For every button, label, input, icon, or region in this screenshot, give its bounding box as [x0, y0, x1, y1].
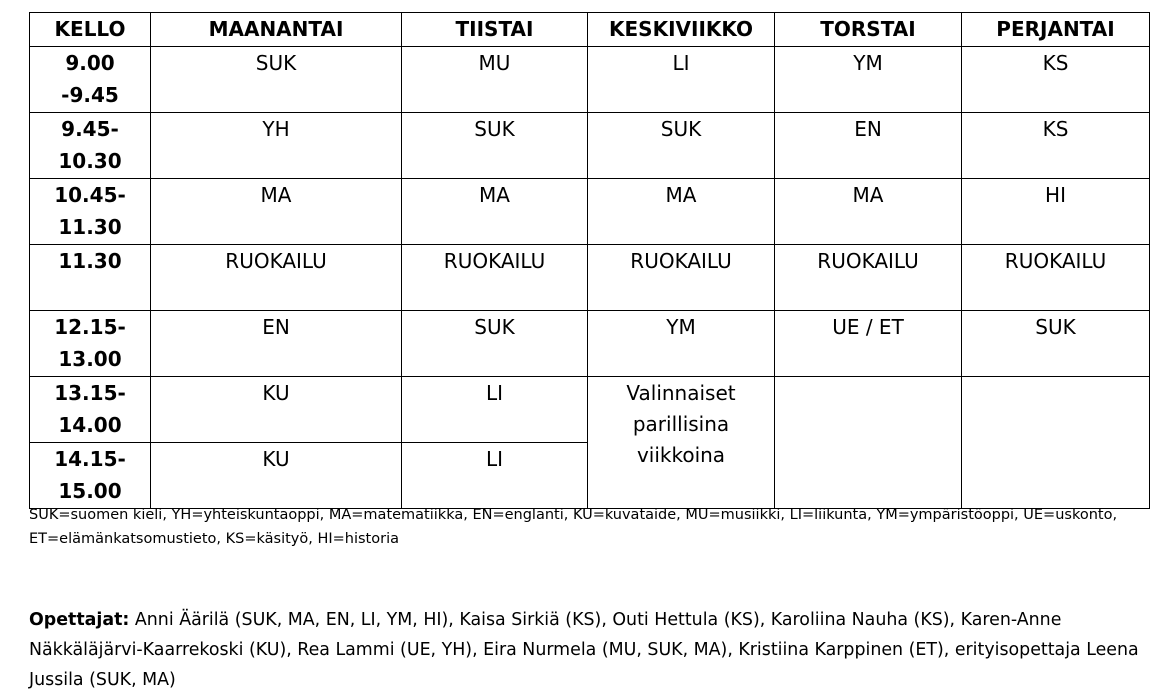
lesson-cell: MA	[151, 179, 402, 245]
lesson-cell: MU	[402, 47, 588, 113]
lesson-cell: RUOKAILU	[588, 245, 775, 311]
lesson-cell: KS	[962, 113, 1150, 179]
lesson-cell: LI	[402, 377, 588, 443]
header-row	[30, 13, 1150, 47]
table-row	[30, 113, 1150, 179]
header-keskiviikko: KESKIVIIKKO	[588, 13, 775, 47]
lesson-cell: RUOKAILU	[962, 245, 1150, 311]
time-cell: 11.30	[30, 245, 151, 311]
lesson-cell: RUOKAILU	[775, 245, 962, 311]
teachers-list: Anni Äärilä (SUK, MA, EN, LI, YM, HI), Kaisa Sirkiä (KS), Outi Hettula (KS), Karoliina Nauha (KS), Karen-Anne Näkkäläjärvi-Kaarrekoski (KU), Rea Lammi (UE, YH), Eira Nurmela (MU, SUK, MA), Kristiina Karppinen (ET), erityisopettaja Leena Jussila (SUK, MA)	[29, 610, 1139, 690]
lesson-cell: YM	[588, 311, 775, 377]
time-cell: 9.00 -9.45	[30, 47, 151, 113]
empty-cell	[775, 377, 962, 509]
lesson-cell: RUOKAILU	[151, 245, 402, 311]
time-cell: 13.15- 14.00	[30, 377, 151, 443]
lesson-cell: YH	[151, 113, 402, 179]
lesson-cell: SUK	[402, 113, 588, 179]
table-row	[30, 311, 1150, 377]
lesson-cell: SUK	[402, 311, 588, 377]
table-row	[30, 47, 1150, 113]
lesson-cell: SUK	[151, 47, 402, 113]
lesson-cell: UE / ET	[775, 311, 962, 377]
time-cell: 9.45- 10.30	[30, 113, 151, 179]
lesson-cell: KS	[962, 47, 1150, 113]
lesson-cell: MA	[402, 179, 588, 245]
time-cell: 14.15- 15.00	[30, 443, 151, 509]
lesson-cell: LI	[588, 47, 775, 113]
header-tiistai: TIISTAI	[402, 13, 588, 47]
teachers-label: Opettajat:	[29, 610, 130, 630]
lesson-cell: MA	[775, 179, 962, 245]
lesson-cell: EN	[151, 311, 402, 377]
lesson-cell: SUK	[588, 113, 775, 179]
schedule-table	[29, 12, 1150, 509]
lesson-cell: KU	[151, 443, 402, 509]
header-torstai: TORSTAI	[775, 13, 962, 47]
time-cell: 10.45- 11.30	[30, 179, 151, 245]
lesson-cell: MA	[588, 179, 775, 245]
lesson-cell: HI	[962, 179, 1150, 245]
table-row	[30, 245, 1150, 311]
table-row	[30, 377, 1150, 443]
lesson-cell: RUOKAILU	[402, 245, 588, 311]
elective-cell: Valinnaiset parillisina viikkoina	[588, 377, 775, 509]
lesson-cell: YM	[775, 47, 962, 113]
teachers-paragraph	[29, 605, 1159, 695]
header-perjantai: PERJANTAI	[962, 13, 1150, 47]
table-row	[30, 179, 1150, 245]
time-cell: 12.15- 13.00	[30, 311, 151, 377]
header-maanantai: MAANANTAI	[151, 13, 402, 47]
abbreviation-legend: SUK=suomen kieli, YH=yhteiskuntaoppi, MA=matematiikka, EN=englanti, KU=kuvataide, MU=musiikki, LI=liikunta, YM=ympäristöoppi, UE=uskonto, ET=elämänkatsomustieto, KS=käsityö, HI=historia	[29, 507, 1118, 547]
lesson-cell: EN	[775, 113, 962, 179]
lesson-cell: SUK	[962, 311, 1150, 377]
header-kello: KELLO	[30, 13, 151, 47]
lesson-cell: LI	[402, 443, 588, 509]
empty-cell	[962, 377, 1150, 509]
lesson-cell: KU	[151, 377, 402, 443]
